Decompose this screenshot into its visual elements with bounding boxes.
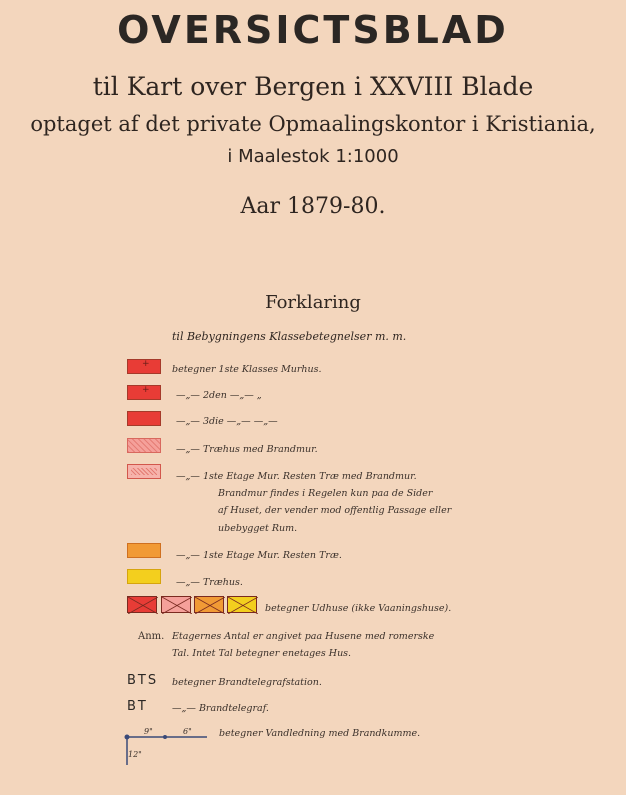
subtitle-office: optaget af det private Opmaalingskontor i Kristiania,: [30, 112, 596, 136]
outbuilding-swatch-red: [127, 596, 157, 613]
water-dim-12: 12": [128, 750, 142, 759]
legend-swatch-murhus-2: [127, 385, 161, 400]
legend-swatch-traehus-brandmur: [127, 438, 161, 453]
legend-text-traehus-brandmur: —„— Træhus med Brandmur.: [176, 444, 318, 455]
legend-swatch-murhus-1: [127, 359, 161, 374]
bts-desc: betegner Brandtelegrafstation.: [172, 677, 322, 688]
subtitle-map: til Kart over Bergen i XXVIII Blade: [92, 72, 534, 101]
page-title: OVERSICTSBLAD: [117, 8, 509, 52]
legend-text-etage-mur: —„— 1ste Etage Mur. Resten Træ.: [176, 550, 342, 561]
bt-desc: —„— Brandtelegraf.: [172, 703, 269, 714]
legend-subheading: til Bebygningens Klassebetegnelser m. m.: [172, 330, 407, 343]
note-line-2: Tal. Intet Tal betegner enetages Hus.: [172, 648, 352, 659]
note-line-1: Etagernes Antal er angivet paa Husene med romerske: [172, 631, 435, 642]
water-desc: betegner Vandledning med Brandkumme.: [219, 728, 421, 739]
legend-text-outbuildings: betegner Udhuse (ikke Vaaningshuse).: [265, 603, 452, 614]
subtitle-year: Aar 1879-80.: [240, 194, 386, 219]
bts-code: BTS: [127, 673, 159, 688]
legend-text-traehus: —„— Træhus.: [176, 577, 243, 588]
legend-swatch-etage-mur: [127, 543, 161, 558]
water-dim-9: 9": [144, 727, 153, 736]
legend-text-etage-mur-brandmur-3: af Huset, der vender mod offentlig Passage eller: [218, 505, 452, 516]
legend-swatch-traehus: [127, 569, 161, 584]
legend-text-murhus-2: —„— 2den —„— „: [176, 390, 262, 401]
subtitle-scale: i Maalestok 1:1000: [227, 146, 399, 167]
legend-text-etage-mur-brandmur-4: ubebygget Rum.: [218, 523, 298, 534]
legend-heading: Forklaring: [265, 292, 361, 313]
bt-code: BT: [127, 699, 148, 714]
outbuilding-swatch-orange: [194, 596, 224, 613]
outbuilding-swatch-light-red: [161, 596, 191, 613]
legend-text-murhus-1: betegner 1ste Klasses Murhus.: [172, 364, 322, 375]
legend-swatch-murhus-3: [127, 411, 161, 426]
legend-text-etage-mur-brandmur-1: —„— 1ste Etage Mur. Resten Træ med Brandmur.: [176, 471, 417, 482]
note-label: Anm.: [138, 631, 165, 642]
water-main-symbol-icon: [120, 725, 215, 767]
water-dim-6: 6": [183, 727, 192, 736]
legend-text-murhus-3: —„— 3die —„— —„—: [176, 416, 278, 427]
outbuilding-swatch-yellow: [227, 596, 257, 613]
legend-text-etage-mur-brandmur-2: Brandmur findes i Regelen kun paa de Sider: [218, 488, 433, 499]
legend-swatch-etage-mur-brandmur: [127, 464, 161, 479]
